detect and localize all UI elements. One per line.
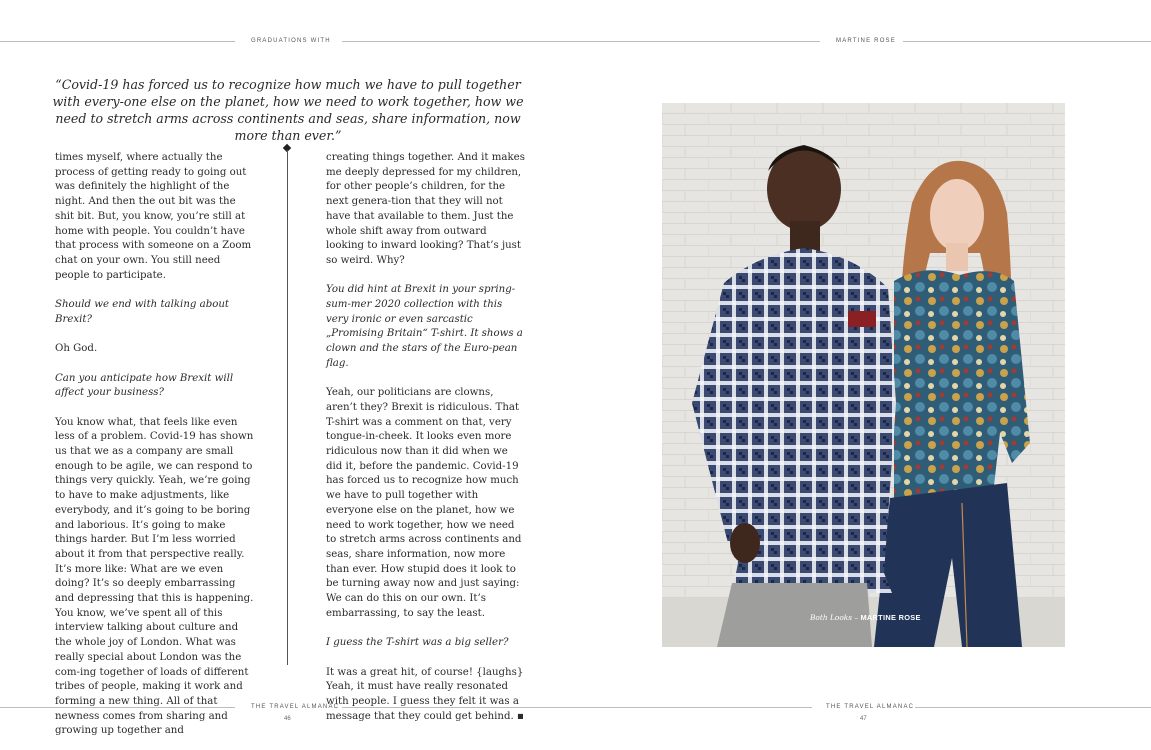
footer-rule-right <box>915 707 1151 708</box>
page-number-left: 46 <box>284 716 291 722</box>
interview-answer: Yeah, our politicians are clowns, aren’t they? Brexit is ridiculous. That T-shirt was a comment on that, very tongue-in-cheek. It looks even more ridiculous now than it did when we did it, before the pandemic. Covid-19 has forced us to recognize how much we have to pull together with everyone else on the planet, how we need to work together, how we need to stretch arms across continents and seas, share information, now more than ever. How stupid does it look to be turning away now and just saying: We can do this on our own. It’s embarrassing, to say the least. <box>326 387 522 619</box>
footer-title-left: THE TRAVEL ALMANAC <box>251 704 340 710</box>
photo-illustration <box>662 103 1065 647</box>
column-divider <box>287 150 288 665</box>
interview-question: Can you anticipate how Brexit will affect your business? <box>55 372 234 399</box>
interview-answer: Oh God. <box>55 343 98 355</box>
interview-answer: times myself, where actually the process of getting ready to going out was definitely the highlight of the night. And then the out bit was the shit bit. But, you know, you’re still at home with people. You couldn’t have that process with someone on a Zoom chat on your own. You still need people to participate. <box>55 152 252 281</box>
header-rule-right <box>903 41 1151 42</box>
fashion-photo <box>662 103 1065 647</box>
running-head-right: MARTINE ROSE <box>836 38 896 44</box>
photo-caption <box>810 613 921 622</box>
interview-question: Should we end with talking about Brexit? <box>55 299 230 325</box>
page-number-right: 47 <box>860 716 867 722</box>
interview-answer: creating things together. And it makes me deeply depressed for my children, for other people’s children, for the next genera-tion that they will not have that available to them. Just the whole shift away from outward looking to inward looking? That’s just so weird. Why? <box>326 152 525 266</box>
article-column-right <box>326 151 526 724</box>
interview-answer: You know what, that feels like even less of a problem. Covid-19 has shown us that we as a company are small enough to be agile, we can respond to things very quickly. Yeah, we’re going to have to make adjustments, like everybody, and it’s going to be boring and laborious. It’s going to make things harder. But I’m less worried about it from that perspective really. It’s more like: What are we even doing? It’s so deeply embarrassing and depressing that this is happening. You know, we’ve spent all of this interview talking about culture and the whole joy of London. What was really special about London was the com-ing together of loads of different tribes of people, making it work and forming a new thing. All of that newness comes from sharing and growing up together and <box>55 416 254 737</box>
running-head-left: GRADUATIONS WITH <box>251 38 331 44</box>
article-column-left <box>55 151 255 739</box>
footer-rule-left <box>0 707 235 708</box>
interview-answer: It was a great hit, of course! {laughs} Yeah, it must have really resonated with people. I guess they felt it was a message that they could get behind. ▪ <box>326 666 524 722</box>
caption-credit: MARTINE ROSE <box>860 613 921 622</box>
pull-quote: “Covid-19 has forced us to recognize how much we have to pull together with every-one else on the planet, how we need to work together, how we need to stretch arms across continents and seas, share information, now more than ever.” <box>52 77 524 143</box>
footer-rule-middle <box>342 707 812 708</box>
header-rule-middle <box>342 41 820 42</box>
header-rule-left <box>0 41 235 42</box>
footer-title-right: THE TRAVEL ALMANAC <box>826 704 915 710</box>
caption-label: Both Looks – <box>810 613 859 622</box>
interview-question: You did hint at Brexit in your spring-sum-mer 2020 collection with this very ironic or even sarcastic „Promising Britain“ T-shirt. It shows a clown and the stars of the Euro-pean flag. <box>326 284 523 369</box>
interview-question: I guess the T-shirt was a big seller? <box>326 637 509 649</box>
